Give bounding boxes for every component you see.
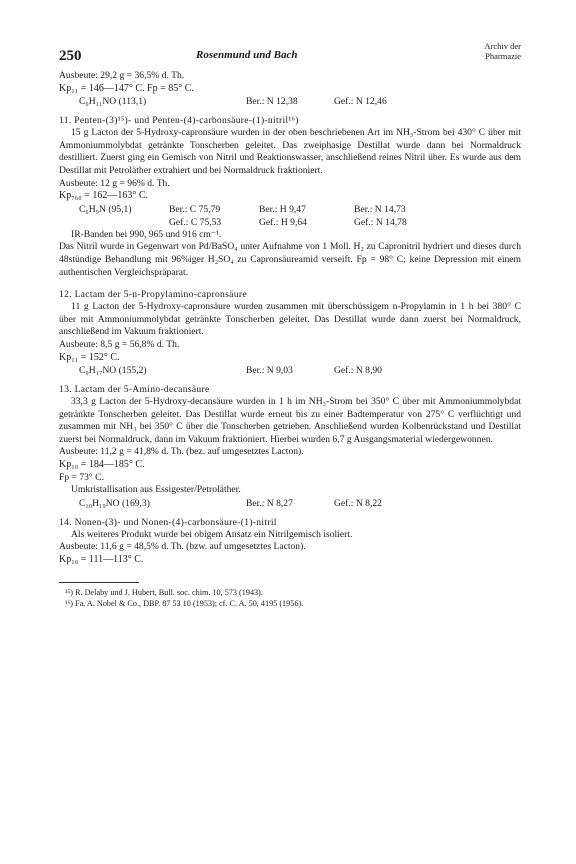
molecular-formula: C₆H₁₁NO (113,1) — [79, 96, 147, 108]
page — [59, 40, 521, 609]
section-13-paragraph: 33,3 g Lacton der 5-Hydroxy-decansäure wurden in 1 h im NH₃-Strom bei 350° C über mit Ammoniummolybdat getränkte Tonscherben geleitet. Das Destillat wurde erneut bis zu einer Badtemperatur von 275° C verflüchtigt und zusammen mit NH₃ bei 350° C über die Tonscherben getrieben. Anschließend wurden Kolbenrückstand und Destillat zuerst bei Normaldruck, dann im Vakuum fraktioniert. Hierbei wurden 6,7 g Ausgangsmaterial wiedergewonnen. — [59, 396, 521, 445]
footnote-15: ¹⁵) R. Delaby und J. Hubert, Bull. soc. chim. 10, 573 (1943). — [65, 587, 263, 597]
boiling-point-line: Kp₁₀ = 111—113° C. — [59, 554, 144, 566]
footnote-16: ¹⁶) Fa. A. Nobel & Co., DBP. 87 53 10 (1953); cf. C. A. 50, 4195 (1956). — [65, 598, 304, 608]
found-value: Gef.: N 8,90 — [334, 365, 382, 377]
section-14-paragraph: Als weiteres Produkt wurde bei obigem Ansatz ein Nitrilgemisch isoliert. — [71, 528, 353, 540]
page-header — [59, 40, 521, 70]
boiling-point-line: Kp₁₁ = 152° C. — [59, 351, 120, 363]
yield-line: Ausbeute: 12 g = 96% d. Th. — [59, 177, 170, 189]
boiling-point-line: Kp₇₆₀ = 162—163° C. — [59, 190, 148, 202]
elemental-analysis-calculated — [59, 203, 521, 216]
recrystallization-line: Umkristallisation aus Essigester/Petroläther. — [71, 484, 241, 496]
footnote-divider — [59, 582, 139, 583]
yield-line: Ausbeute: 11,6 g = 48,5% d. Th. (bzw. auf umgesetztes Lacton). — [59, 541, 306, 553]
found-hydrogen: Gef.: H 9,64 — [259, 216, 307, 228]
journal-line-2: Pharmazie — [485, 50, 521, 61]
running-title: Rosenmund und Bach — [196, 49, 298, 61]
molecular-formula: C₉H₁₇NO (155,2) — [79, 365, 147, 377]
elemental-analysis — [59, 364, 521, 377]
yield-line: Ausbeute: 29,2 g = 36,5% d. Th. — [59, 70, 185, 81]
journal-line-1: Archiv der — [484, 41, 521, 51]
calculated-value: Ber.: N 8,27 — [246, 497, 293, 509]
yield-line: Ausbeute: 11,2 g = 41,8% d. Th. (bez. auf umgesetztes Lacton). — [59, 446, 304, 458]
calculated-value: Ber.: N 9,03 — [246, 365, 293, 377]
found-value: Gef.: N 8,22 — [334, 497, 382, 509]
yield-line: Ausbeute: 8,5 g = 56,8% d. Th. — [59, 338, 180, 350]
boiling-point-line: Kp₁₁ = 146—147° C. Fp = 85° C. — [59, 82, 194, 94]
melting-point-line: Fp = 73° C. — [59, 471, 104, 483]
elemental-analysis — [59, 497, 521, 510]
found-carbon: Gef.: C 75,53 — [169, 216, 222, 228]
calculated-carbon: Ber.: C 75,79 — [169, 203, 221, 215]
calculated-value: Ber.: N 12,38 — [246, 96, 298, 108]
section-heading-12: 12. Lactam der 5-n-Propylamino-capronsäure — [59, 289, 247, 301]
section-11-paragraph-2: Das Nitril wurde in Gegenwart von Pd/BaSO₄ unter Aufnahme von 1 Moll. H₂ zu Capronitril hydriert und dieses durch 48stündige Behandlung mit 96%iger H₂SO₄ zu Capronsäureamid verseift. Fp = 98° C; keine Depression mit einem authentischen Vergleichspräparat. — [59, 241, 521, 278]
found-nitrogen: Gef.: N 14,78 — [354, 216, 407, 228]
boiling-point-line: Kp₁₀ = 184—185° C. — [59, 459, 145, 471]
molecular-formula: C₁₀H₁₉NO (169,3) — [79, 497, 150, 509]
section-12-paragraph: 11 g Lacton der 5-Hydroxy-capronsäure wurden zusammen mit überschüssigem n-Propylamin in 1 h bei 380° C über mit Ammoniummolybdat getränkte Tonscherben geleitet. Das Destillat wurde dann zuerst bei Normaldruck, anschließend im Vakuum fraktioniert. — [59, 301, 521, 338]
page-number: 250 — [59, 48, 82, 64]
journal-name — [484, 42, 521, 61]
ir-bands-line: IR-Banden bei 990, 965 und 916 cm⁻¹. — [71, 228, 222, 240]
section-heading-14: 14. Nonen-(3)- und Nonen-(4)-carbonsäure-(1)-nitril — [59, 516, 277, 528]
section-heading-13: 13. Lactam der 5-Amino-decansäure — [59, 384, 210, 396]
elemental-analysis-found — [59, 216, 521, 229]
section-11-paragraph: 15 g Lacton der 5-Hydroxy-capronsäure wurden in der oben beschriebenen Art im NH₃-Strom bei 430° C über mit Ammoniummolybdat getränkte Tonscherben geleitet. Das zweiphasige Destillat wurde dann bei Normaldruck destilliert. Zuerst ging ein Gemisch von Nitril und Reaktionswasser, anschließend reines Nitril über. Es wurde aus dem Destillat mit Petroläther extrahiert und bei Normaldruck fraktioniert. — [59, 127, 521, 176]
found-value: Gef.: N 12,46 — [334, 96, 387, 108]
elemental-analysis — [59, 95, 521, 108]
section-heading-11: 11. Penten-(3)¹⁵)- und Penten-(4)-carbonsäure-(1)-nitril¹⁶) — [59, 115, 299, 127]
calculated-nitrogen: Ber.: N 14,73 — [354, 203, 406, 215]
molecular-formula: C₆H₉N (95,1) — [79, 203, 132, 215]
calculated-hydrogen: Ber.: H 9,47 — [259, 203, 306, 215]
